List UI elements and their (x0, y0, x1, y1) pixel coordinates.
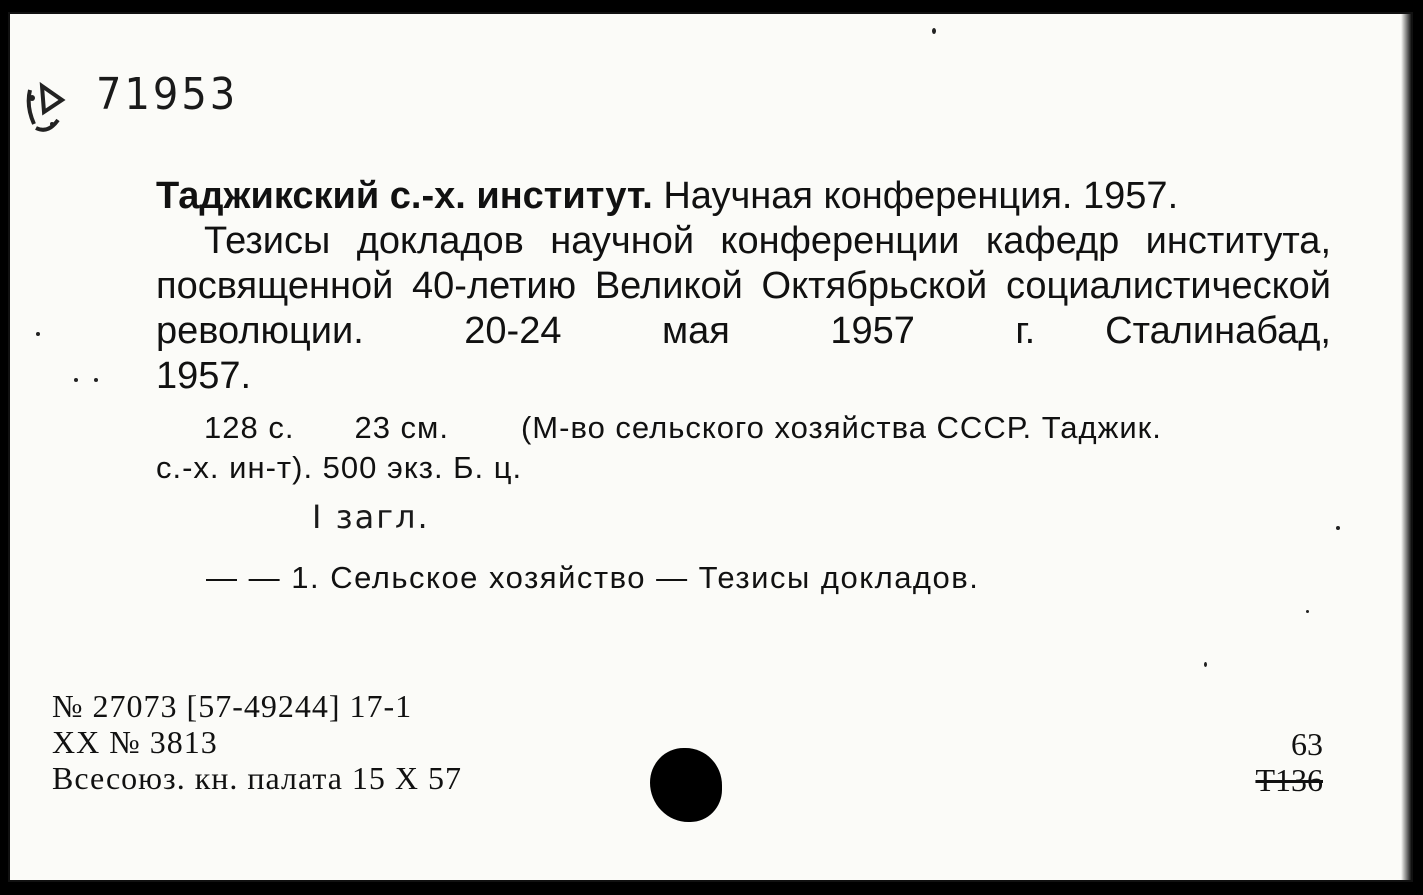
footer-class-numbers (1255, 726, 1323, 798)
handwritten-annotation: I загл. (312, 498, 430, 536)
dust-speck (932, 28, 936, 34)
publication-place: Сталинабад, (1105, 310, 1331, 352)
footer-line-2: XX № 3813 (52, 724, 218, 760)
heading-title: Научная конференция. 1957. (652, 175, 1179, 217)
subject-entry: — — 1. Сельское хозяйство — Тезисы докладов. (206, 560, 980, 595)
dust-speck (74, 378, 78, 382)
collation-size: 23 см. (354, 410, 449, 445)
collation-line-2: с.-х. ин-т). 500 экз. Б. ц. (156, 450, 523, 485)
dust-speck (1306, 610, 1309, 613)
collation-block (156, 408, 1306, 488)
catalog-card (8, 12, 1413, 882)
footer-line-1: № 27073 [57-49244] 17-1 (52, 688, 413, 724)
punch-hole (650, 748, 722, 822)
collation-pages: 128 с. (204, 410, 295, 445)
handwritten-accession-number: 71953 (96, 70, 239, 120)
collation-line-1 (156, 408, 1306, 448)
publication-year: 1957. (156, 355, 252, 397)
footer-registration (52, 688, 462, 796)
dust-speck (1204, 662, 1207, 667)
collation-series: (М-во сельского хозяйства СССР. Таджик. (520, 410, 1162, 445)
dust-speck (94, 378, 98, 382)
heading-author: Таджикский с.-х. институт. (156, 175, 653, 217)
footer-right-number: 63 (1291, 726, 1323, 762)
stamp-mark-icon (22, 76, 70, 136)
body-text: Тезисы докладов научной конференции кафедр института, посвященной 40-летию Великой Октябрьской социалистической революции. 20-24 мая 1957 г. (156, 220, 1331, 352)
footer-struck-number: Т136 (1255, 762, 1323, 798)
dust-speck (36, 332, 40, 336)
dust-speck (1336, 526, 1340, 530)
card-heading (156, 174, 1331, 219)
body-paragraph (156, 219, 1331, 354)
bibliographic-description (156, 174, 1331, 399)
footer-line-3: Всесоюз. кн. палата 15 X 57 (52, 760, 462, 796)
